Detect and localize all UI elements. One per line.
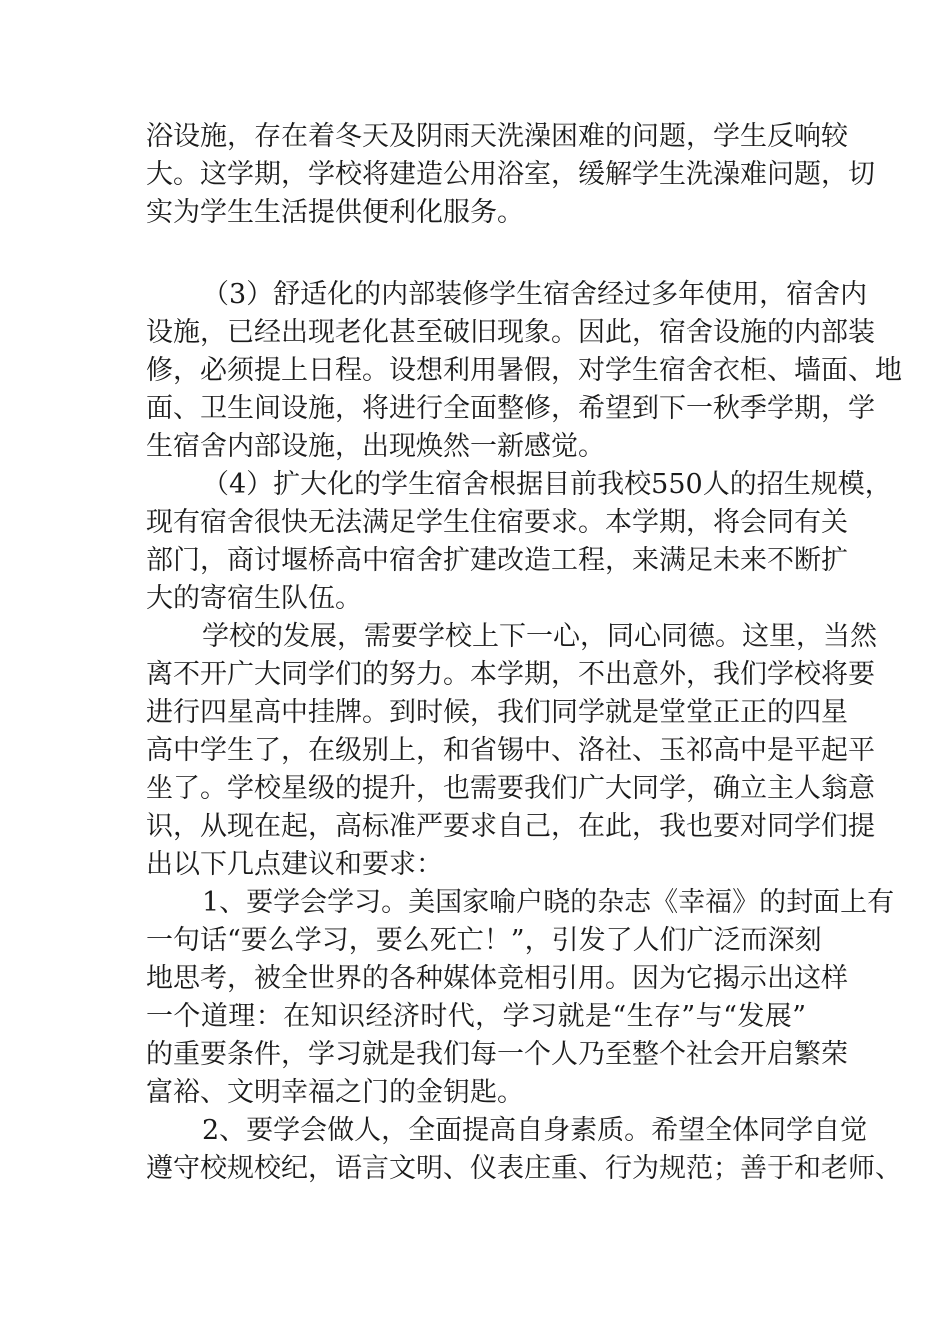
text-line: 1、要学会学习。美国家喻户晓的杂志《幸福》的封面上有	[202, 887, 895, 918]
text-line: 出以下几点建议和要求：	[146, 849, 443, 880]
text-line: 一个道理：在知识经济时代，学习就是“生存”与“发展”	[146, 1001, 806, 1032]
text-line: 2、要学会做人，全面提高自身素质。希望全体同学自觉	[202, 1115, 868, 1146]
text-line: 离不开广大同学们的努力。本学期，不出意外，我们学校将要	[146, 659, 875, 690]
text-line: 的重要条件，学习就是我们每一个人乃至整个社会开启繁荣	[146, 1039, 848, 1070]
text-line: 修，必须提上日程。设想利用暑假，对学生宿舍衣柜、墙面、地	[146, 355, 902, 386]
text-line: 大。这学期，学校将建造公用浴室，缓解学生洗澡难问题，切	[146, 159, 875, 190]
text-line: 浴设施，存在着冬天及阴雨天洗澡困难的问题，学生反响较	[146, 121, 848, 152]
text-line: 学校的发展，需要学校上下一心，同心同德。这里，当然	[202, 621, 877, 652]
paragraph-item-3-decoration	[146, 276, 902, 466]
text-line: 实为学生生活提供便利化服务。	[146, 197, 524, 228]
paragraph-school-development	[146, 618, 877, 884]
text-line: 部门，商讨堰桥高中宿舍扩建改造工程，来满足未来不断扩	[146, 545, 848, 576]
paragraph-point-1-learning	[146, 884, 895, 1112]
text-line: 遵守校规校纪，语言文明、仪表庄重、行为规范；善于和老师、	[146, 1153, 902, 1184]
text-line: 一句话“要么学习，要么死亡！”，引发了人们广泛而深刻	[146, 925, 822, 956]
text-line: 现有宿舍很快无法满足学生住宿要求。本学期，将会同有关	[146, 507, 848, 538]
text-line: 地思考，被全世界的各种媒体竞相引用。因为它揭示出这样	[146, 963, 848, 994]
text-line: （4）扩大化的学生宿舍根据目前我校550人的招生规模，	[202, 469, 892, 500]
text-line: 生宿舍内部设施，出现焕然一新感觉。	[146, 431, 605, 462]
text-line: 进行四星高中挂牌。到时候，我们同学就是堂堂正正的四星	[146, 697, 848, 728]
text-line: 坐了。学校星级的提升，也需要我们广大同学，确立主人翁意	[146, 773, 875, 804]
text-line: 大的寄宿生队伍。	[146, 583, 362, 614]
text-line: 识，从现在起，高标准严要求自己，在此，我也要对同学们提	[146, 811, 875, 842]
text-line: 高中学生了，在级别上，和省锡中、洛社、玉祁高中是平起平	[146, 735, 875, 766]
text-line: 面、卫生间设施，将进行全面整修，希望到下一秋季学期，学	[146, 393, 875, 424]
paragraph-item-4-expansion	[146, 466, 892, 618]
text-line: 富裕、文明幸福之门的金钥匙。	[146, 1077, 524, 1108]
paragraph-point-2-conduct	[146, 1112, 902, 1188]
text-line: （3）舒适化的内部装修学生宿舍经过多年使用，宿舍内	[202, 279, 868, 310]
paragraph-bath-facilities	[146, 118, 875, 232]
text-line: 设施，已经出现老化甚至破旧现象。因此，宿舍设施的内部装	[146, 317, 875, 348]
